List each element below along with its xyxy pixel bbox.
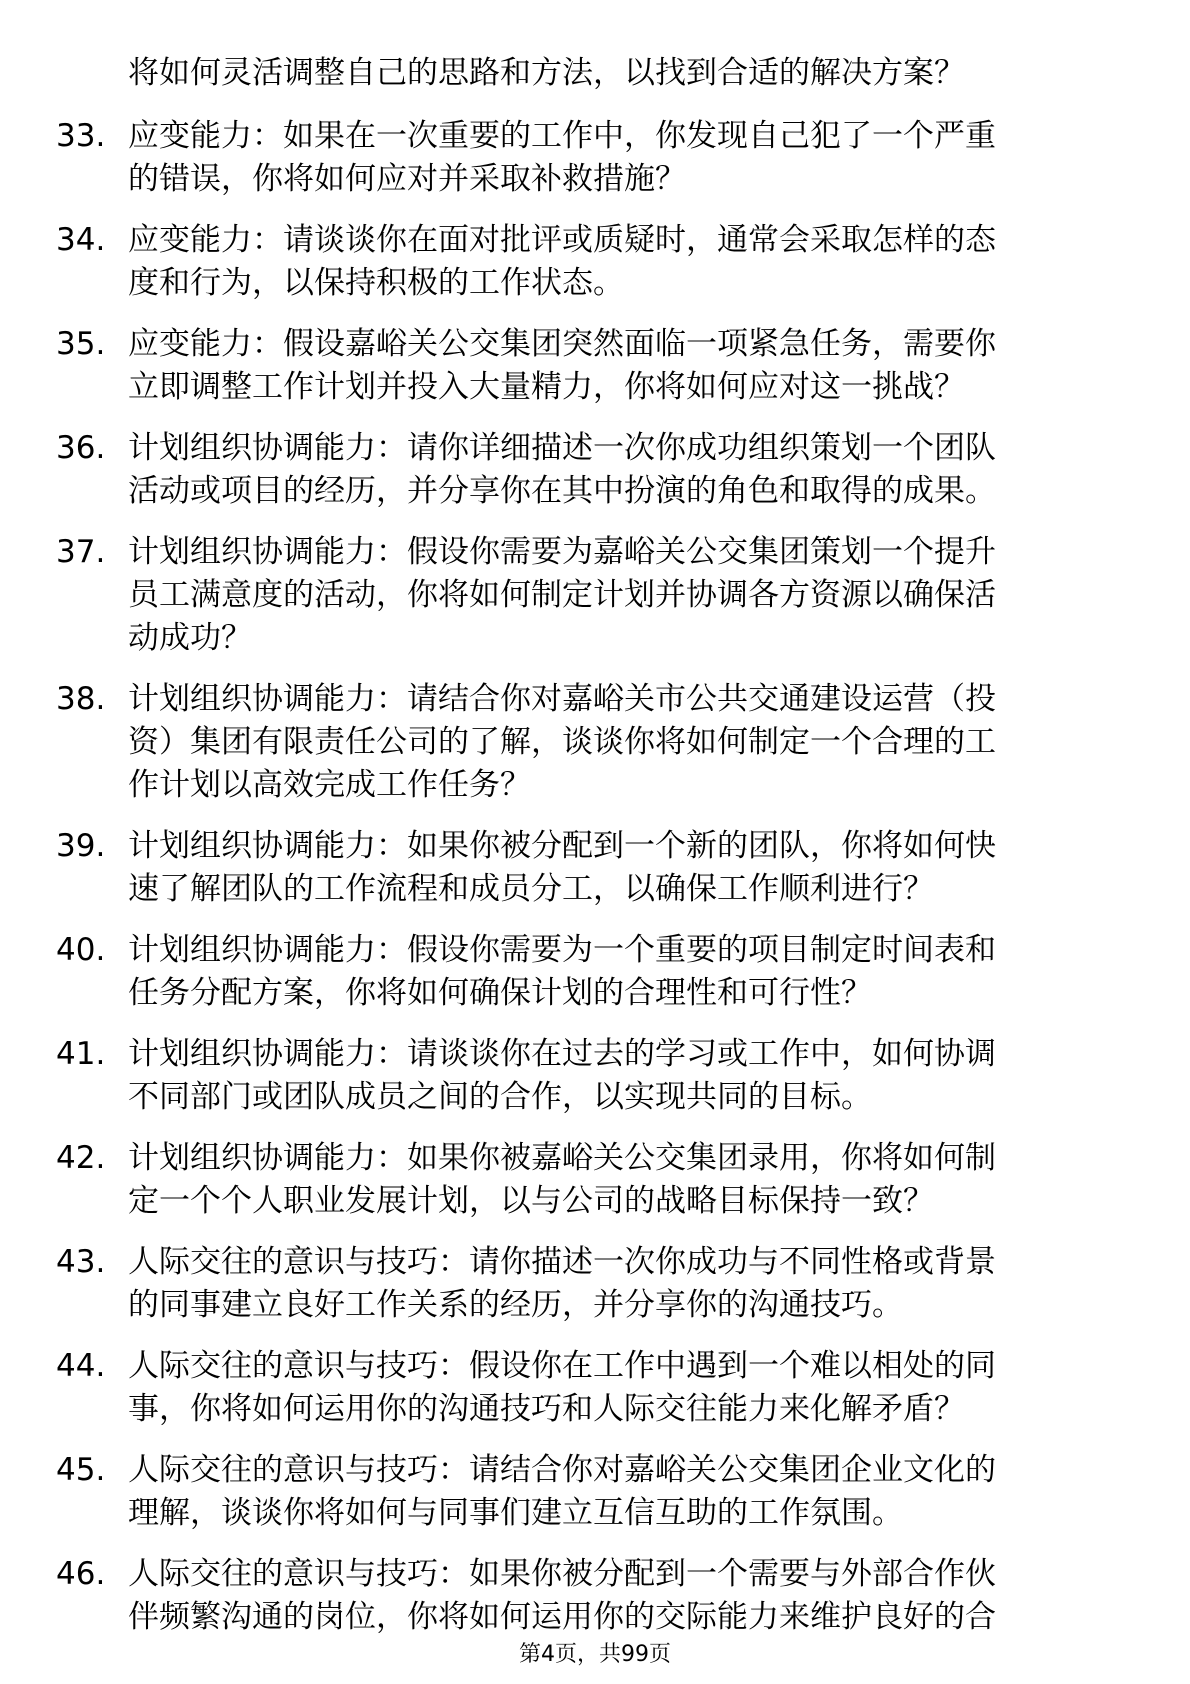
- question-line: 度和行为，以保持积极的工作状态。: [128, 265, 624, 301]
- question-number: 41.: [56, 1036, 106, 1072]
- question-number: 33.: [56, 118, 106, 154]
- question-line: 定一个个人职业发展计划，以与公司的战略目标保持一致？: [128, 1183, 934, 1219]
- question-item: [56, 531, 1136, 660]
- question-text: [128, 1241, 1136, 1327]
- question-item: [56, 1033, 1136, 1119]
- question-line: 应变能力：请谈谈你在面对批评或质疑时，通常会采取怎样的态: [128, 222, 996, 258]
- question-line: 事，你将如何运用你的沟通技巧和人际交往能力来化解矛盾？: [128, 1391, 965, 1427]
- question-text: [128, 1553, 1136, 1639]
- question-item: [56, 115, 1136, 201]
- question-line: 计划组织协调能力：请谈谈你在过去的学习或工作中，如何协调: [128, 1036, 996, 1072]
- page-footer: 第4页，共99页: [519, 1642, 671, 1667]
- question-text: [128, 115, 1136, 201]
- question-item: [56, 1345, 1136, 1431]
- question-text: [128, 1137, 1136, 1223]
- question-line: 人际交往的意识与技巧：请你描述一次你成功与不同性格或背景: [128, 1244, 996, 1280]
- question-line: 伴频繁沟通的岗位，你将如何运用你的交际能力来维护良好的合: [128, 1599, 996, 1635]
- question-text: [128, 1449, 1136, 1535]
- continuation-text: 将如何灵活调整自己的思路和方法，以找到合适的解决方案？: [128, 55, 965, 91]
- question-text: [128, 427, 1136, 513]
- question-line: 立即调整工作计划并投入大量精力，你将如何应对这一挑战？: [128, 369, 965, 405]
- question-number: 37.: [56, 534, 106, 570]
- question-line: 资）集团有限责任公司的了解，谈谈你将如何制定一个合理的工: [128, 724, 996, 760]
- question-line: 作计划以高效完成工作任务？: [128, 767, 531, 803]
- question-text: [128, 531, 1136, 660]
- question-item: [56, 825, 1136, 911]
- question-item: [56, 678, 1136, 807]
- question-item: [56, 1449, 1136, 1535]
- question-line: 活动或项目的经历，并分享你在其中扮演的角色和取得的成果。: [128, 473, 996, 509]
- question-text: [128, 323, 1136, 409]
- question-line: 的同事建立良好工作关系的经历，并分享你的沟通技巧。: [128, 1287, 903, 1323]
- question-item: [56, 427, 1136, 513]
- question-line: 计划组织协调能力：如果你被分配到一个新的团队，你将如何快: [128, 828, 996, 864]
- question-line: 不同部门或团队成员之间的合作，以实现共同的目标。: [128, 1079, 872, 1115]
- question-number: 45.: [56, 1452, 106, 1488]
- question-number: 39.: [56, 828, 106, 864]
- question-line: 计划组织协调能力：如果你被嘉峪关公交集团录用，你将如何制: [128, 1140, 996, 1176]
- question-number: 40.: [56, 932, 106, 968]
- question-item: [56, 323, 1136, 409]
- question-text: [128, 1345, 1136, 1431]
- question-text: [128, 678, 1136, 807]
- question-line: 人际交往的意识与技巧：如果你被分配到一个需要与外部合作伙: [128, 1556, 996, 1592]
- question-list: [56, 115, 1136, 1657]
- question-line: 速了解团队的工作流程和成员分工，以确保工作顺利进行？: [128, 871, 934, 907]
- question-line: 计划组织协调能力：假设你需要为一个重要的项目制定时间表和: [128, 932, 996, 968]
- question-line: 计划组织协调能力：请结合你对嘉峪关市公共交通建设运营（投: [128, 681, 996, 717]
- question-line: 理解，谈谈你将如何与同事们建立互信互助的工作氛围。: [128, 1495, 903, 1531]
- question-item: [56, 219, 1136, 305]
- question-line: 的错误，你将如何应对并采取补救措施？: [128, 161, 686, 197]
- question-text: [128, 825, 1136, 911]
- question-number: 36.: [56, 430, 106, 466]
- question-item: [56, 1241, 1136, 1327]
- question-number: 35.: [56, 326, 106, 362]
- question-number: 38.: [56, 681, 106, 717]
- question-text: [128, 219, 1136, 305]
- question-item: [56, 1137, 1136, 1223]
- question-line: 人际交往的意识与技巧：请结合你对嘉峪关公交集团企业文化的: [128, 1452, 996, 1488]
- question-line: 员工满意度的活动，你将如何制定计划并协调各方资源以确保活: [128, 577, 996, 613]
- question-text: [128, 1033, 1136, 1119]
- question-number: 34.: [56, 222, 106, 258]
- question-number: 43.: [56, 1244, 106, 1280]
- question-line: 计划组织协调能力：假设你需要为嘉峪关公交集团策划一个提升: [128, 534, 996, 570]
- question-line: 任务分配方案，你将如何确保计划的合理性和可行性？: [128, 975, 872, 1011]
- question-item: [56, 1553, 1136, 1639]
- question-line: 人际交往的意识与技巧：假设你在工作中遇到一个难以相处的同: [128, 1348, 996, 1384]
- question-item: [56, 929, 1136, 1015]
- question-line: 应变能力：如果在一次重要的工作中，你发现自己犯了一个严重: [128, 118, 996, 154]
- question-line: 计划组织协调能力：请你详细描述一次你成功组织策划一个团队: [128, 430, 996, 466]
- question-number: 46.: [56, 1556, 106, 1592]
- question-line: 动成功？: [128, 620, 252, 656]
- question-number: 44.: [56, 1348, 106, 1384]
- question-text: [128, 929, 1136, 1015]
- question-number: 42.: [56, 1140, 106, 1176]
- question-line: 应变能力：假设嘉峪关公交集团突然面临一项紧急任务，需要你: [128, 326, 996, 362]
